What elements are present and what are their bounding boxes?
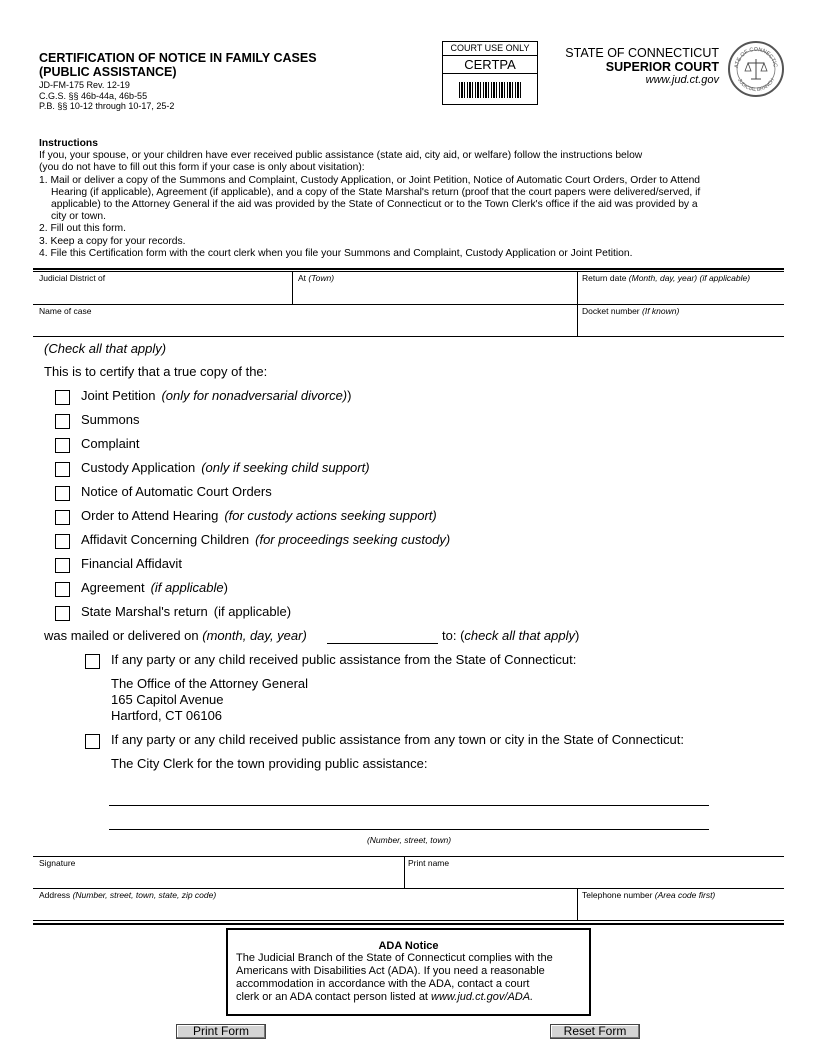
state-assistance-checkbox[interactable] <box>85 654 100 669</box>
document-item-label <box>81 556 188 571</box>
signature-label: Signature <box>39 858 76 868</box>
docket-number-label: Docket number <box>582 306 640 316</box>
form-number: JD-FM-175 Rev. 12-19 <box>39 80 130 90</box>
document-item-label <box>81 604 291 619</box>
divider-col-1 <box>292 271 293 304</box>
ag-line-2: 165 Capitol Avenue <box>111 692 224 707</box>
court-header <box>540 46 719 86</box>
docket-number-field[interactable] <box>582 306 679 316</box>
form-title <box>39 51 317 79</box>
name-of-case-label: Name of case <box>39 306 92 316</box>
telephone-label: Telephone number <box>582 890 653 900</box>
print-name-field[interactable] <box>408 858 449 868</box>
document-item-label <box>81 460 370 475</box>
document-item-note: (if applicable) <box>213 604 292 619</box>
document-checkbox[interactable] <box>55 390 70 405</box>
telephone-hint: (Area code first) <box>654 890 716 900</box>
town-hint: (Town) <box>308 273 335 283</box>
document-item-label <box>81 436 146 451</box>
document-item-text: Agreement <box>81 580 145 595</box>
city-clerk-address-line-2[interactable] <box>109 829 709 830</box>
instructions-step-1d: city or town. <box>51 211 106 223</box>
to-line <box>442 628 579 643</box>
mailed-line <box>44 628 307 643</box>
document-checkbox[interactable] <box>55 534 70 549</box>
svg-text:STATE OF CONNECTICUT: ATE OF CONNECTIC <box>733 46 778 69</box>
city-clerk-label: The City Clerk for the town providing public assistance: <box>111 756 428 771</box>
document-item-text: State Marshal's return <box>81 604 208 619</box>
document-item-text: Custody Application <box>81 460 196 475</box>
divider-sig-col-2 <box>577 888 578 920</box>
document-item-label <box>81 508 437 523</box>
document-item-note: (for proceedings seeking custody) <box>255 532 451 547</box>
svg-text:JUDICIAL BRANCH: JUDICIAL BRANCH <box>736 77 776 94</box>
instructions-step-3: 3. Keep a copy for your records. <box>39 235 186 247</box>
instructions-step-1a: 1. Mail or deliver a copy of the Summons and Complaint, Custody Application, or Joint Petition, Notice of Automatic Court Orders, Order to Attend <box>39 174 701 186</box>
court-code: CERTPA <box>443 56 537 74</box>
mailed-prefix: was mailed or delivered on <box>44 628 199 643</box>
court-name: SUPERIOR COURT <box>605 60 719 74</box>
divider-sig-bottom <box>33 920 784 921</box>
to-suffix: ) <box>574 628 580 643</box>
city-clerk-address-line-1[interactable] <box>109 805 709 806</box>
town-field[interactable] <box>298 273 334 283</box>
document-item-text: Complaint <box>81 436 140 451</box>
print-name-label: Print name <box>408 858 450 868</box>
document-item-text: Summons <box>81 412 140 427</box>
document-checkbox[interactable] <box>55 414 70 429</box>
ada-text <box>228 952 589 1004</box>
document-item-note: (for custody actions seeking support) <box>224 508 437 523</box>
divider-sig-top <box>33 856 784 857</box>
document-checkbox[interactable] <box>55 486 70 501</box>
town-label: At <box>298 273 307 283</box>
divider-row-2 <box>33 336 784 337</box>
barcode-icon <box>459 82 523 98</box>
ada-line-2: Americans with Disabilities Act (ADA). If you need a reasonable <box>236 965 545 977</box>
instructions-step-4: 4. File this Certification form with the court clerk when you file your Summons and Complaint, Custody Application or Joint Petition. <box>39 247 633 259</box>
signature-field[interactable] <box>39 858 75 868</box>
instructions <box>39 138 779 260</box>
instructions-step-1b: Hearing (if applicable), Agreement (if applicable), and a copy of the State Marshal's return (proof that the court papers were delivered/served, if <box>51 186 701 198</box>
document-item-label <box>81 532 450 547</box>
instructions-step-2: 2. Fill out this form. <box>39 223 126 235</box>
court-use-box <box>442 41 538 105</box>
ag-line-1: The Office of the Attorney General <box>111 676 309 691</box>
divider-sig-mid <box>33 888 784 889</box>
cgs-reference: C.G.S. §§ 46b-44a, 46b-55 <box>39 90 148 101</box>
town-assistance-checkbox[interactable] <box>85 734 100 749</box>
instructions-heading: Instructions <box>39 138 98 149</box>
divider-col-2 <box>577 271 578 336</box>
document-item-text: Joint Petition <box>81 388 156 403</box>
document-item-label <box>81 580 228 595</box>
divider-sig-bottom-2 <box>33 923 784 925</box>
telephone-field[interactable] <box>582 890 715 900</box>
docket-number-hint: (If known) <box>642 306 680 316</box>
check-all-note: (Check all that apply) <box>44 341 167 356</box>
court-website: www.jud.ct.gov <box>645 74 719 86</box>
to-hint: check all that apply <box>464 628 575 643</box>
name-of-case-field[interactable] <box>39 306 91 316</box>
form-meta <box>39 80 174 112</box>
return-date-hint: (Month, day, year) (if applicable) <box>628 273 751 283</box>
document-checkbox[interactable] <box>55 462 70 477</box>
document-item-label <box>81 484 278 499</box>
document-checkbox[interactable] <box>55 510 70 525</box>
judicial-district-field[interactable] <box>39 273 105 283</box>
instructions-intro-1: If you, your spouse, or your children have ever received public assistance (state aid, city aid, or welfare) follow the instructions below <box>39 150 643 162</box>
divider-sig-col-1 <box>404 856 405 888</box>
ada-line-4 <box>236 991 581 1004</box>
return-date-label: Return date <box>582 273 627 283</box>
document-checkbox[interactable] <box>55 558 70 573</box>
divider-top <box>33 268 784 270</box>
state-seal-icon <box>728 41 784 97</box>
document-item-label <box>81 388 351 403</box>
document-item-text: Order to Attend Hearing <box>81 508 219 523</box>
instructions-intro-2: (you do not have to fill out this form if your case is only about visitation): <box>39 162 365 174</box>
to-prefix: to: ( <box>442 628 465 643</box>
address-hint: (Number, street, town, state, zip code) <box>72 890 217 900</box>
ada-link[interactable]: www.jud.ct.gov/ADA. <box>431 991 534 1003</box>
pb-reference: P.B. §§ 10-12 through 10-17, 25-2 <box>39 101 175 111</box>
ada-line-3: accommodation in accordance with the ADA, contact a court <box>236 978 530 990</box>
address-label: Address <box>39 890 71 900</box>
certify-statement: This is to certify that a true copy of the: <box>44 364 268 379</box>
reset-form-button[interactable]: Reset Form <box>550 1024 640 1039</box>
document-item-close: ) <box>347 388 352 403</box>
mailed-date-input[interactable] <box>327 643 438 644</box>
ada-title: ADA Notice <box>378 940 439 952</box>
title-line-2: (PUBLIC ASSISTANCE) <box>39 65 177 79</box>
document-checkbox[interactable] <box>55 606 70 621</box>
document-item-text: Affidavit Concerning Children <box>81 532 250 547</box>
divider-top-2 <box>33 271 784 272</box>
ag-line-3: Hartford, CT 06106 <box>111 708 223 723</box>
document-checkbox[interactable] <box>55 582 70 597</box>
document-item-label <box>81 412 146 427</box>
instructions-step-1c: applicable) to the Attorney General if the aid was provided by the State of Connecticut or to the Town Clerk's office if the aid was provided by a <box>51 199 698 211</box>
court-use-label: COURT USE ONLY <box>443 42 537 56</box>
document-item-note: (only if seeking child support) <box>201 460 370 475</box>
judicial-district-label: Judicial District of <box>39 273 106 283</box>
document-checkbox[interactable] <box>55 438 70 453</box>
ada-line-1: The Judicial Branch of the State of Connecticut complies with the <box>236 952 553 964</box>
city-clerk-address-hint: (Number, street, town) <box>366 835 452 845</box>
document-item-note: (only for nonadversarial divorce) <box>161 388 348 403</box>
return-date-field[interactable] <box>582 273 750 283</box>
state-assistance-label: If any party or any child received public assistance from the State of Connecticut: <box>111 652 577 667</box>
mailed-hint: (month, day, year) <box>202 628 307 643</box>
document-item-close: ) <box>223 580 228 595</box>
document-item-text: Financial Affidavit <box>81 556 182 571</box>
state-name: STATE OF CONNECTICUT <box>565 46 719 60</box>
print-form-button[interactable]: Print Form <box>176 1024 266 1039</box>
ada-notice <box>226 928 591 1016</box>
document-item-note: (if applicable <box>150 580 224 595</box>
title-line-1: CERTIFICATION OF NOTICE IN FAMILY CASES <box>39 51 317 65</box>
address-field[interactable] <box>39 890 216 900</box>
divider-row-1 <box>33 304 784 305</box>
ada-line-4-text: clerk or an ADA contact person listed at <box>236 991 432 1003</box>
town-assistance-label: If any party or any child received public assistance from any town or city in the State of Connecticut: <box>111 732 685 747</box>
document-item-text: Notice of Automatic Court Orders <box>81 484 272 499</box>
